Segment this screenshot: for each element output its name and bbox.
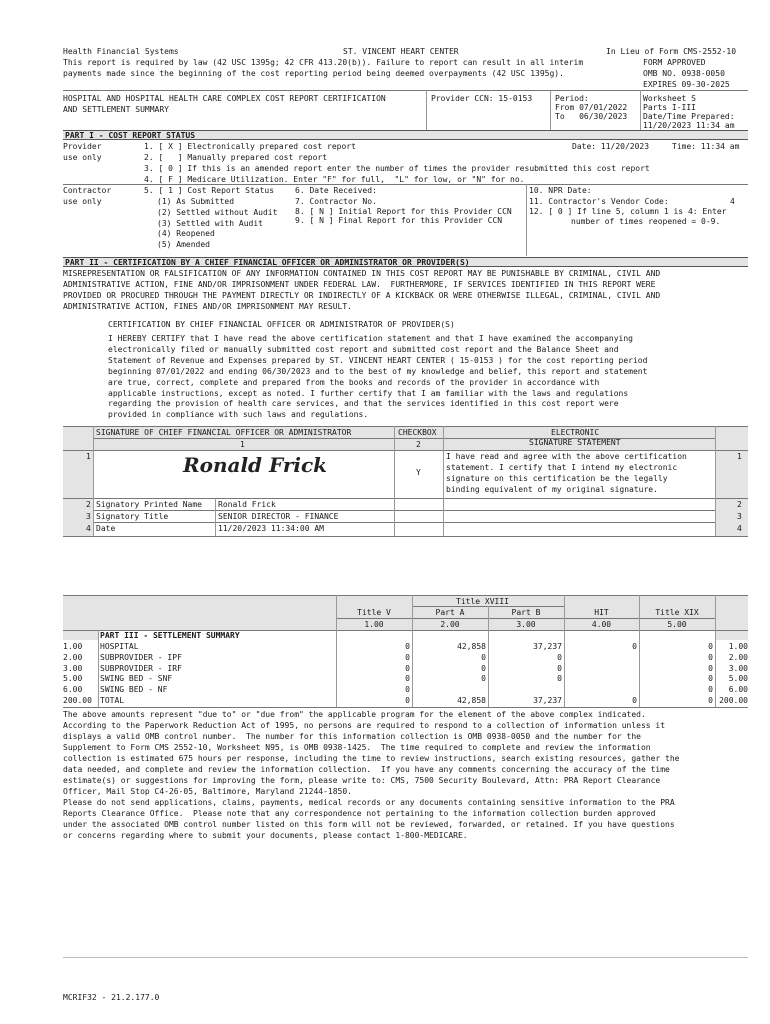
status-line-4: 4. [ F ] Medicare Utilization. Enter "F" for full, "L" for low, or "N" for no.	[144, 175, 525, 184]
footer-line-5: collection is estimated 675 hours per response, including the time to review instructions, search existing resources, gather the	[63, 754, 680, 763]
vendor-code-value: 4	[730, 197, 735, 206]
footer-line-12: or concerns regarding where to submit your documents, please contact 1-800-MEDICARE.	[63, 831, 468, 840]
reopened-line: 12. [ 0 ] If line 5, column 1 is 4: Enter	[529, 207, 727, 216]
status-line-1: 1. [ X ] Electronically prepared cost report	[144, 142, 356, 151]
signatory-title: SENIOR DIRECTOR - FINANCE	[218, 512, 339, 521]
electronic-statement-1: I have read and agree with the above certification	[446, 452, 687, 461]
period-to: To 06/30/2023	[555, 112, 628, 121]
settlement-line-number: 1.00	[63, 642, 83, 651]
checkbox-column-header: CHECKBOX	[398, 428, 437, 437]
part3-heading: PART III - SETTLEMENT SUMMARY	[100, 631, 240, 640]
period-from: From 07/01/2022	[555, 103, 628, 112]
settlement-cell: 42,858	[457, 696, 486, 705]
settlement-cell: 0	[708, 663, 713, 673]
signature-date: 11/20/2023 11:34:00 AM	[218, 524, 324, 533]
settlement-cell: 0	[405, 685, 410, 695]
status-option-4: (4) Reopened	[157, 229, 215, 238]
col-title-v: Title V	[357, 608, 391, 617]
software-version: MCRIF32 - 21.2.177.0	[63, 993, 160, 1002]
row-4-number: 4	[86, 524, 91, 533]
row-3-right-number: 3	[737, 512, 742, 521]
col-part-a: Part A	[435, 608, 465, 617]
electronic-column-header-2: SIGNATURE STATEMENT	[529, 438, 621, 447]
footer-line-8: Officer, Mail Stop C4-26-05, Baltimore, Maryland 21244-1850.	[63, 787, 352, 796]
settlement-line-number: 200.00	[63, 696, 92, 705]
certification-line-5: are true, correct, complete and prepared from the books and records of the provider in accordance with	[108, 378, 600, 387]
settlement-cell: 0	[632, 696, 637, 705]
status-option-3: (3) Settled with Audit	[157, 219, 263, 228]
col-num-5: 5.00	[667, 620, 687, 629]
signatory-name: Ronald Frick	[218, 500, 276, 509]
checkbox-value: Y	[416, 468, 421, 477]
row-1-right-number: 1	[737, 452, 742, 461]
row-2-right-number: 2	[737, 500, 742, 509]
col-num-2: 2.00	[440, 620, 460, 629]
warning-line-1: MISREPRESENTATION OR FALSIFICATION OF ANY INFORMATION CONTAINED IN THIS COST REPORT MAY BE PUNISHABLE BY CRIMINAL, CIVIL AND	[63, 269, 661, 278]
col-num-3: 3.00	[516, 620, 536, 629]
settlement-line-number: 6.00	[63, 685, 83, 695]
settlement-line-label: SUBPROVIDER - IPF	[100, 652, 182, 662]
certification-line-8: provided in compliance with such laws and regulations.	[108, 410, 369, 419]
settlement-line-number-right: 5.00	[728, 674, 748, 684]
settlement-cell: 0	[405, 652, 410, 662]
electronic-statement-4: binding equivalent of my original signature.	[446, 485, 658, 494]
electronic-column-header: ELECTRONIC	[551, 428, 600, 437]
cost-report-status: 5. [ 1 ] Cost Report Status	[144, 186, 275, 195]
settlement-cell: 0	[405, 674, 410, 684]
handwritten-signature: Ronald Frick	[183, 453, 328, 477]
settlement-line-number-right: 1.00	[728, 642, 748, 651]
report-title: HOSPITAL AND HOSPITAL HEALTH CARE COMPLEX COST REPORT CERTIFICATION	[63, 94, 386, 103]
provider-use-label: Provider	[63, 142, 102, 151]
status-option-5: (5) Amended	[157, 240, 210, 249]
row-4-label: Date	[96, 524, 116, 533]
col-num-4: 4.00	[591, 620, 612, 629]
settlement-cell: 0	[557, 663, 562, 673]
settlement-line-number: 5.00	[63, 674, 83, 684]
certification-line-7: regarding the provision of health care services, and that the services identified in this cost report were	[108, 399, 619, 408]
settlement-line-number: 2.00	[63, 652, 83, 662]
settlement-line-label: TOTAL	[100, 696, 125, 705]
certification-line-3: Statement of Revenue and Expenses prepared by ST. VINCENT HEART CENTER ( 15-0153 ) for the cost reporting period	[108, 356, 648, 365]
settlement-line-number-right: 3.00	[728, 663, 748, 673]
contractor-use-label: Contractor	[63, 186, 112, 195]
settlement-line-label: SUBPROVIDER - IRF	[100, 663, 182, 673]
warning-line-4: ADMINISTRATIVE ACTION, FINES AND/OR IMPRISONMENT MAY RESULT.	[63, 302, 352, 311]
settlement-cell: 0	[632, 642, 637, 651]
settlement-cell: 0	[708, 642, 713, 651]
omb-number: OMB NO. 0938-0050	[643, 69, 725, 78]
npr-date: 10. NPR Date:	[529, 186, 592, 195]
row-2-label: Signatory Printed Name	[96, 500, 202, 509]
signature-column-header: SIGNATURE OF CHIEF FINANCIAL OFFICER OR ADMINISTRATOR	[96, 428, 352, 437]
settlement-cell: 0	[557, 674, 562, 684]
provider-use-label-2: use only	[63, 153, 102, 162]
settlement-cell: 0	[708, 696, 713, 705]
vendor-code: 11. Contractor's Vendor Code:	[529, 197, 669, 206]
part1-heading: PART I - COST REPORT STATUS	[63, 130, 748, 140]
final-report: 9. [ N ] Final Report for this Provider CCN	[295, 216, 503, 225]
warning-line-2: ADMINISTRATIVE ACTION, FINE AND/OR IMPRISONMENT UNDER FEDERAL LAW. FURTHERMORE, IF SERVICES IDENTIFIED IN THIS REPORT WERE	[63, 280, 656, 289]
prepared-label: Date/Time Prepared:	[643, 112, 735, 121]
row-3-label: Signatory Title	[96, 512, 169, 521]
certification-line-2: electronically filed or manually submitted cost report and submitted cost report and the Balance Sheet and	[108, 345, 619, 354]
footer-line-3: displays a valid OMB control number. The number for this information collection is OMB 0938-0050 and the number for the	[63, 732, 641, 741]
worksheet-id: Worksheet S	[643, 94, 696, 103]
settlement-cell: 37,237	[533, 696, 562, 705]
footer-line-10: Reports Clearance Office. Please note that any correspondence not pertaining to the information collection burden approved	[63, 809, 656, 818]
settlement-line-label: HOSPITAL	[100, 642, 139, 651]
contractor-number: 7. Contractor No.	[295, 197, 377, 206]
certification-line-6: applicable instructions, except as noted. I further certify that I am familiar with the laws and regulations	[108, 389, 629, 398]
row-2-number: 2	[86, 500, 91, 509]
settlement-cell: 0	[708, 652, 713, 662]
settlement-line-label: SWING BED - SNF	[100, 674, 173, 684]
settlement-cell: 0	[405, 663, 410, 673]
settlement-line-number-right: 6.00	[728, 685, 748, 695]
prepared-datetime: 11/20/2023 11:34 am	[643, 121, 735, 130]
settlement-line-number: 3.00	[63, 663, 83, 673]
settlement-cell: 0	[708, 685, 713, 695]
expiration: EXPIRES 09-30-2025	[643, 80, 730, 89]
electronic-statement-2: statement. I certify that I intend my electronic	[446, 463, 678, 472]
report-title-2: AND SETTLEMENT SUMMARY	[63, 105, 169, 114]
settlement-cell: 0	[557, 652, 562, 662]
settlement-line-label: SWING BED - NF	[100, 685, 168, 695]
settlement-cell: 42,858	[457, 642, 486, 651]
signature-column-number: 1	[240, 440, 245, 449]
settlement-cell: 37,237	[533, 642, 562, 651]
settlement-cell: 0	[481, 674, 486, 684]
worksheet-parts: Parts I-III	[643, 103, 696, 112]
settlement-line-number-right: 200.00	[719, 696, 748, 705]
provider-ccn: Provider CCN: 15-0153	[431, 94, 533, 103]
checkbox-column-number: 2	[416, 440, 421, 449]
footer-line-4: Supplement to Form CMS 2552-10, Worksheet N95, is OMB 0938-1425. The time required to complete and review the information	[63, 743, 651, 752]
col-part-b: Part B	[511, 608, 541, 617]
period-label: Period:	[555, 94, 589, 103]
date-received: 6. Date Received:	[295, 186, 377, 195]
electronic-statement-3: signature on this certification be the legally	[446, 474, 668, 483]
warning-line-3: PROVIDED OR PROCURED THROUGH THE PAYMENT DIRECTLY OR INDIRECTLY OF A KICKBACK OR WERE OTHERWISE ILLEGAL, CRIMINAL, CIVIL AND	[63, 291, 661, 300]
footer-line-6: data needed, and complete and review the information collection. If you have any comments concerning the accuracy of the time	[63, 765, 670, 774]
settlement-cell: 0	[405, 696, 410, 705]
contractor-use-label-2: use only	[63, 197, 102, 206]
footer-line-1: The above amounts represent "due to" or "due from" the applicable program for the element of the above complex indicated.	[63, 710, 646, 719]
footer-line-9: Please do not send applications, claims, payments, medical records or any documents containing sensitive information to the PRA	[63, 798, 675, 807]
status-line-3: 3. [ 0 ] If this is an amended report enter the number of times the provider resubmitted this cost report	[144, 164, 650, 173]
status-time: Time: 11:34 am	[672, 142, 740, 151]
reopened-line-2: number of times reopened = 0-9.	[571, 217, 721, 226]
settlement-cell: 0	[481, 652, 486, 662]
footer-line-7: estimate(s) or suggestions for improving the form, please write to: CMS, 7500 Security Boulevard, Attn: PRA Report Clearance	[63, 776, 661, 785]
row-4-right-number: 4	[737, 524, 742, 533]
notice-line-1: This report is required by law (42 USC 1395g; 42 CFR 413.20(b)). Failure to report can result in all interim	[63, 58, 584, 67]
row-3-number: 3	[86, 512, 91, 521]
form-approved: FORM APPROVED	[643, 58, 706, 67]
status-line-2: 2. [ ] Manually prepared cost report	[144, 153, 328, 162]
row-1-number: 1	[86, 452, 91, 461]
footer-line-11: under the associated OMB control number listed on this form will not be reviewed, forwarded, or retained. If you have questions	[63, 820, 675, 829]
certification-title: CERTIFICATION BY CHIEF FINANCIAL OFFICER OR ADMINISTRATOR OF PROVIDER(S)	[108, 320, 455, 329]
status-date: Date: 11/20/2023	[572, 142, 650, 151]
settlement-cell: 0	[481, 663, 486, 673]
initial-report: 8. [ N ] Initial Report for this Provider CCN	[295, 207, 512, 216]
col-title-xix: Title XIX	[655, 608, 699, 617]
form-reference: In Lieu of Form CMS-2552-10	[606, 47, 737, 56]
notice-line-2: payments made since the beginning of the cost reporting period being deemed overpayments (42 USC 1395g).	[63, 69, 564, 78]
col-num-1: 1.00	[364, 620, 384, 629]
certification-line-4: beginning 07/01/2022 and ending 06/30/2023 and to the best of my knowledge and belief, this report and statement	[108, 367, 648, 376]
provider-name: ST. VINCENT HEART CENTER	[343, 47, 459, 56]
title-xviii-header: Title XVIII	[456, 597, 509, 606]
part2-heading: PART II - CERTIFICATION BY A CHIEF FINANCIAL OFFICER OR ADMINISTRATOR OR PROVIDER(S)	[63, 257, 748, 267]
status-option-2: (2) Settled without Audit	[157, 208, 278, 217]
status-option-1: (1) As Submitted	[157, 197, 235, 206]
header-left: Health Financial Systems	[63, 47, 179, 56]
settlement-cell: 0	[405, 642, 410, 651]
footer-line-2: According to the Paperwork Reduction Act of 1995, no persons are required to respond to a collection of information unless it	[63, 721, 666, 730]
col-hit: HIT	[594, 608, 609, 617]
certification-line-1: I HEREBY CERTIFY that I have read the above certification statement and that I have examined the accompanying	[108, 334, 633, 343]
settlement-line-number-right: 2.00	[728, 652, 748, 662]
settlement-cell: 0	[708, 674, 713, 684]
